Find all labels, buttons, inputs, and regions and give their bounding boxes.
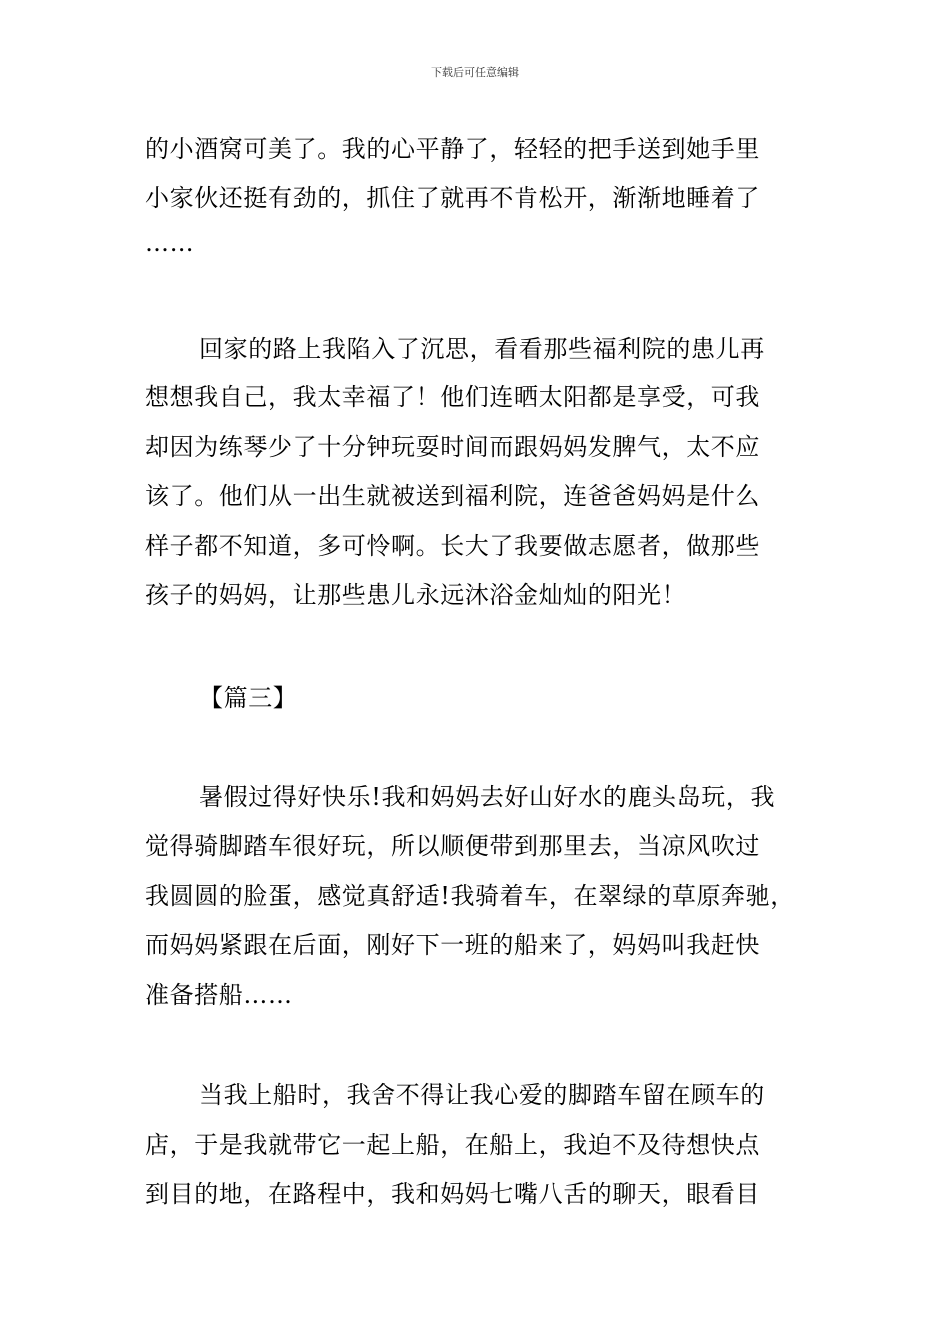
text-line: 到目的地，在路程中，我和妈妈七嘴八舌的聊天，眼看目	[145, 1180, 760, 1208]
text-line: 暑假过得好快乐!我和妈妈去好山好水的鹿头岛玩，我	[199, 783, 776, 811]
text-line: 却因为练琴少了十分钟玩耍时间而跟妈妈发脾气，太不应	[145, 433, 760, 461]
text-line: 孩子的妈妈，让那些患儿永远沐浴金灿灿的阳光！	[145, 581, 687, 609]
text-line: 当我上船时，我舍不得让我心爱的脚踏车留在顾车的	[199, 1081, 765, 1109]
text-line: 小家伙还挺有劲的，抓住了就再不肯松开，渐渐地睡着了	[145, 184, 760, 212]
text-line: 而妈妈紧跟在后面，刚好下一班的船来了，妈妈叫我赶快	[145, 931, 760, 959]
text-line: 该了。他们从一出生就被送到福利院，连爸爸妈妈是什么	[145, 482, 760, 510]
text-line: 觉得骑脚踏车很好玩，所以顺便带到那里去，当凉风吹过	[145, 832, 760, 860]
page-header-note: 下载后可任意编辑	[431, 66, 519, 79]
text-line: 准备搭船……	[145, 981, 293, 1009]
text-line: 想想我自己，我太幸福了！他们连晒太阳都是享受，可我	[145, 383, 760, 411]
text-line: 样子都不知道，多可怜啊。长大了我要做志愿者，做那些	[145, 532, 760, 560]
section-heading: 【篇三】	[199, 684, 298, 712]
text-line: 回家的路上我陷入了沉思，看看那些福利院的患儿再	[199, 335, 765, 363]
text-line: 的小酒窝可美了。我的心平静了，轻轻的把手送到她手里	[145, 135, 760, 163]
text-line: ……	[145, 229, 195, 257]
text-line: 店，于是我就带它一起上船，在船上，我迫不及待想快点	[145, 1131, 760, 1159]
text-line: 我圆圆的脸蛋，感觉真舒适!我骑着车，在翠绿的草原奔驰，	[145, 882, 795, 910]
